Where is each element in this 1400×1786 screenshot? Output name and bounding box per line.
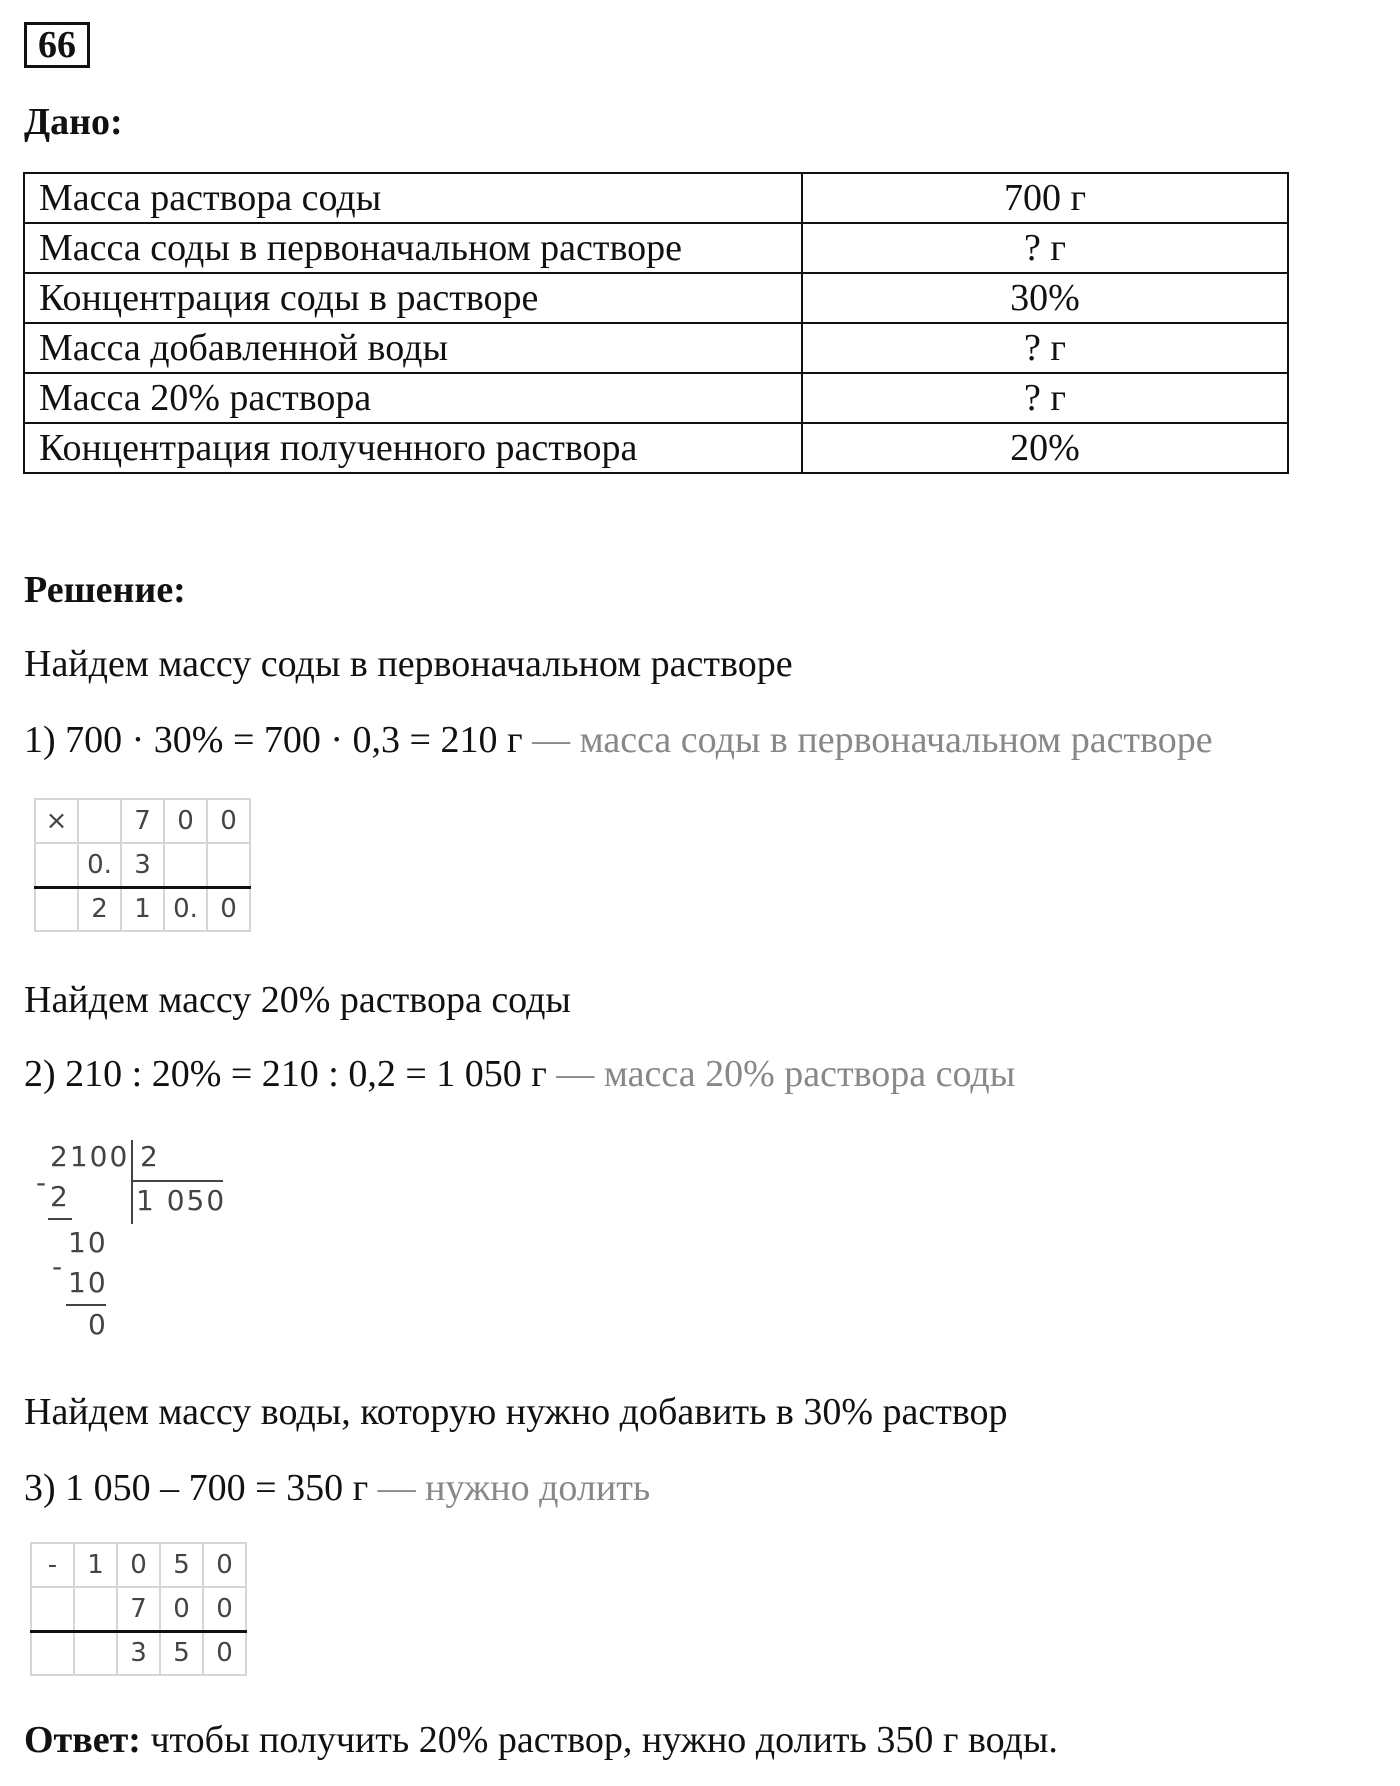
grid-cell: 0. (164, 887, 207, 931)
table-row (24, 373, 1288, 423)
grid-cell (74, 1631, 117, 1675)
grid-cell: 0 (117, 1543, 160, 1587)
grid-cell (207, 843, 250, 887)
grid-cell: 7 (117, 1587, 160, 1631)
grid-row (31, 1631, 246, 1675)
dividend: 2100 (50, 1140, 130, 1173)
answer-text: чтобы получить 20% раствор, нужно долить 350 г воды. (140, 1719, 1058, 1761)
minus-sign: - (36, 1166, 49, 1199)
step3-formula: 3) 1 050 – 700 = 350 г (24, 1467, 369, 1509)
grid-cell: - (31, 1543, 74, 1587)
grid-cell: 1 (121, 887, 164, 931)
grid-row (35, 887, 250, 931)
remainder: 10 (68, 1226, 108, 1259)
given-label: Масса соды в первоначальном растворе (24, 223, 802, 273)
grid-cell: 1 (74, 1543, 117, 1587)
division-vertical-line (131, 1140, 133, 1224)
subtraction-line (66, 1304, 106, 1306)
problem-number: 66 (24, 22, 90, 68)
grid-cell: 5 (160, 1631, 203, 1675)
grid-cell: 5 (160, 1543, 203, 1587)
grid-row (35, 843, 250, 887)
remainder: 0 (88, 1308, 108, 1341)
grid-cell (164, 843, 207, 887)
given-value: ? г (802, 373, 1288, 423)
grid-row (31, 1587, 246, 1631)
given-value: ? г (802, 223, 1288, 273)
given-label: Концентрация соды в растворе (24, 273, 802, 323)
grid-cell: 0. (78, 843, 121, 887)
answer-line (24, 1718, 1058, 1762)
grid-cell: 7 (121, 799, 164, 843)
given-label: Масса 20% раствора (24, 373, 802, 423)
given-value: 700 г (802, 173, 1288, 223)
step2-comment: — масса 20% раствора соды (556, 1053, 1016, 1095)
step2-intro: Найдем массу 20% раствора соды (24, 979, 571, 1021)
grid-cell: 3 (117, 1631, 160, 1675)
long-division (30, 1140, 230, 1340)
subtrahend: 2 (50, 1180, 70, 1213)
minus-sign: - (52, 1250, 65, 1283)
step2-formula: 2) 210 : 20% = 210 : 0,2 = 1 050 г (24, 1053, 547, 1095)
given-label: Концентрация полученного раствора (24, 423, 802, 473)
table-row (24, 173, 1288, 223)
answer-label: Ответ: (24, 1719, 141, 1761)
grid-cell: 0 (203, 1543, 246, 1587)
grid-cell: 0 (207, 799, 250, 843)
grid-cell: 0 (203, 1631, 246, 1675)
grid-cell: × (35, 799, 78, 843)
step1-intro: Найдем массу соды в первоначальном растворе (24, 643, 793, 685)
grid-cell: 0 (203, 1587, 246, 1631)
grid-cell (31, 1587, 74, 1631)
grid-cell: 0 (207, 887, 250, 931)
grid-cell: 0 (164, 799, 207, 843)
subtraction-grid (30, 1542, 247, 1676)
grid-cell: 2 (78, 887, 121, 931)
given-table (23, 172, 1289, 474)
grid-cell: 3 (121, 843, 164, 887)
table-row (24, 323, 1288, 373)
quotient: 1 050 (136, 1184, 227, 1217)
multiplication-grid (34, 798, 251, 932)
given-label: Масса раствора соды (24, 173, 802, 223)
table-row (24, 423, 1288, 473)
grid-row (35, 799, 250, 843)
given-value: ? г (802, 323, 1288, 373)
subtraction-line (48, 1218, 72, 1220)
given-value: 20% (802, 423, 1288, 473)
grid-cell (35, 887, 78, 931)
given-heading: Дано: (24, 101, 123, 143)
step2-line (24, 1052, 1015, 1096)
given-value: 30% (802, 273, 1288, 323)
division-horizontal-line (133, 1180, 223, 1182)
table-row (24, 223, 1288, 273)
table-row (24, 273, 1288, 323)
step1-line (24, 718, 1213, 762)
given-label: Масса добавленной воды (24, 323, 802, 373)
solution-heading: Решение: (24, 569, 186, 611)
step3-intro: Найдем массу воды, которую нужно добавить в 30% раствор (24, 1391, 1008, 1433)
grid-row (31, 1543, 246, 1587)
grid-cell (78, 799, 121, 843)
grid-cell: 0 (160, 1587, 203, 1631)
subtrahend: 10 (68, 1266, 108, 1299)
step1-formula: 1) 700 · 30% = 700 · 0,3 = 210 г (24, 719, 523, 761)
step1-comment: — масса соды в первоначальном растворе (532, 719, 1213, 761)
step3-comment: — нужно долить (377, 1467, 651, 1509)
grid-cell (35, 843, 78, 887)
grid-cell (31, 1631, 74, 1675)
grid-cell (74, 1587, 117, 1631)
step3-line (24, 1466, 650, 1510)
divisor: 2 (140, 1140, 160, 1173)
